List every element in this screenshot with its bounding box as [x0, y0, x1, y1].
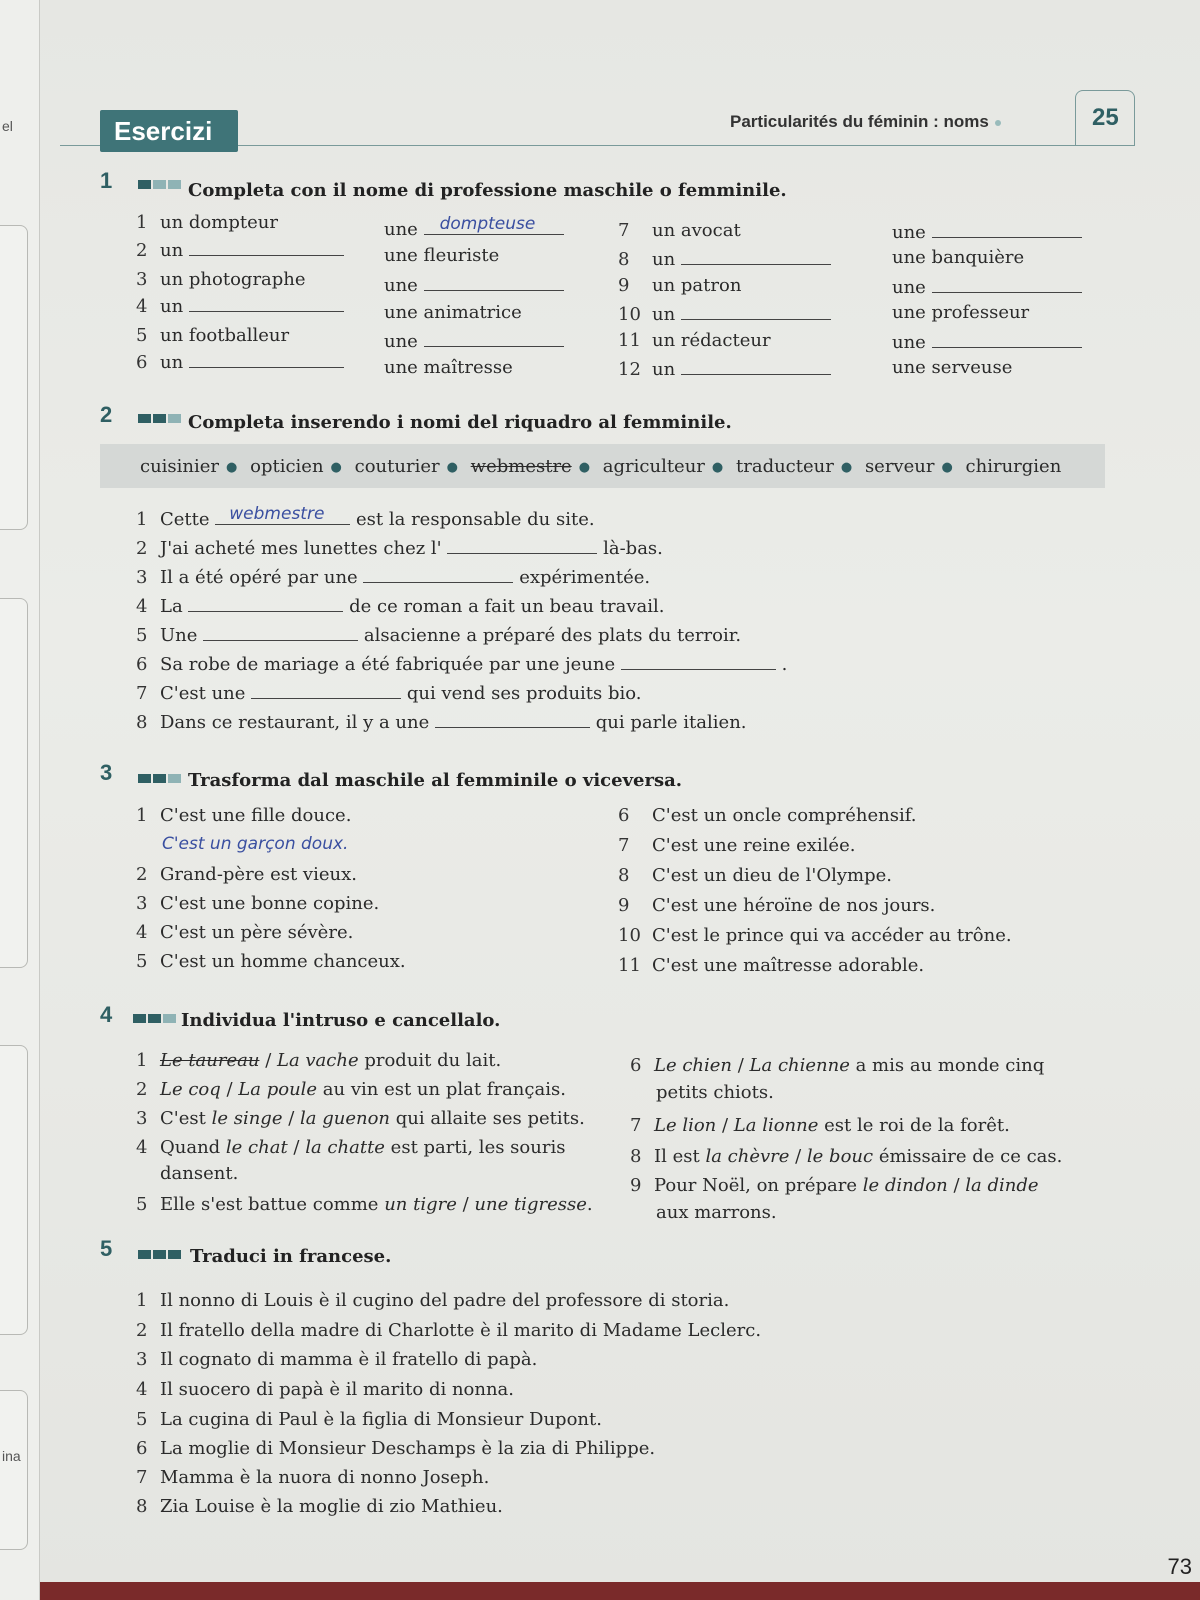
answer-blank[interactable] [215, 504, 350, 525]
handwritten-answer: dompteuse [439, 214, 536, 234]
answer-blank[interactable] [447, 536, 597, 554]
answer-blank[interactable] [424, 214, 564, 235]
ex1-item: 8 un [618, 247, 831, 270]
ex1-item: 10 un [618, 302, 831, 325]
page-bottom-edge [40, 1582, 1200, 1600]
ex1-answer: une [892, 220, 1082, 243]
word-chip: traducteur [736, 456, 834, 477]
ex3-item: 11 C'est une maîtresse adorable. [618, 955, 925, 976]
ex1-item: 3 un photographe [136, 269, 306, 290]
ex3-item: 8 C'est un dieu de l'Olympe. [618, 865, 892, 886]
ex2-item: 3 Il a été opéré par une expérimentée. [136, 567, 651, 588]
ex5-item: 4 Il suocero di papà è il marito di nonna. [136, 1379, 515, 1400]
ex4-item: 7 Le lion / La lionne est le roi de la forêt. [630, 1115, 1010, 1136]
handwritten-answer: C'est un garçon doux. [162, 834, 349, 854]
ex3-item: 4 C'est un père sévère. [136, 922, 354, 943]
exercise-number: 1 [100, 168, 113, 193]
ex4-item: 3 C'est le singe / la guenon qui allaite ses petits. [136, 1108, 585, 1129]
ex5-item: 5 La cugina di Paul è la figlia di Monsieur Dupont. [136, 1409, 602, 1430]
ex1-item: 6 un [136, 350, 344, 373]
margin-tab [0, 1045, 28, 1335]
ex3-item: 7 C'est une reine exilée. [618, 835, 856, 856]
word-chip: agriculteur [602, 456, 705, 477]
ex2-item: 7 C'est une qui vend ses produits bio. [136, 683, 642, 704]
ex4-item: 2 Le coq / La poule au vin est un plat français. [136, 1079, 566, 1100]
word-box: cuisinier ● opticien ● couturier ● webmestre ● agriculteur ● traducteur ● serveur ● chirurgien [100, 444, 1105, 488]
ex5-item: 3 Il cognato di mamma è il fratello di papà. [136, 1349, 538, 1370]
crossed-intruder: Le taureau [160, 1050, 260, 1071]
ex1-item: 2 un [136, 238, 344, 261]
margin-text-fragment: el [2, 118, 13, 134]
answer-blank[interactable] [424, 329, 564, 347]
ex1-item: 4 un [136, 294, 344, 317]
ex4-item: 4 Quand le chat / la chatte est parti, les souris [136, 1137, 566, 1158]
ex4-item: 9 Pour Noël, on prépare le dindon / la dinde [630, 1175, 1039, 1196]
answer-blank[interactable] [435, 710, 590, 728]
ex1-answer: une [892, 330, 1082, 353]
ex4-item-continuation: aux marrons. [656, 1202, 777, 1223]
margin-tab [0, 1390, 28, 1550]
ex5-item: 7 Mamma è la nuora di nonno Joseph. [136, 1467, 490, 1488]
ex1-answer: une animatrice [384, 302, 522, 323]
word-chip: serveur [864, 456, 935, 477]
running-title [730, 112, 1001, 132]
ex1-item: 11 un rédacteur [618, 330, 771, 351]
ex4-item-continuation: dansent. [160, 1163, 239, 1184]
answer-blank[interactable] [189, 238, 344, 256]
ex2-item: 1 Cette webmestre est la responsable du site. [136, 504, 595, 530]
ex1-answer: une maîtresse [384, 357, 513, 378]
ex4-item: 1 Le taureau / La vache produit du lait. [136, 1050, 502, 1071]
ex1-answer: une serveuse [892, 357, 1013, 378]
ex3-item: 10 C'est le prince qui va accéder au trône. [618, 925, 1012, 946]
word-chip: chirurgien [965, 456, 1062, 477]
exercise-title: Traduci in francese. [190, 1246, 392, 1267]
ex1-answer: une fleuriste [384, 245, 500, 266]
difficulty-indicator [138, 1250, 181, 1259]
exercise-number: 2 [100, 402, 113, 427]
difficulty-indicator [133, 1014, 176, 1023]
ex4-item-continuation: petits chiots. [656, 1082, 774, 1103]
difficulty-indicator [138, 180, 181, 189]
answer-blank[interactable] [189, 350, 344, 368]
ex1-item: 1 un dompteur [136, 212, 278, 233]
ex3-item: 9 C'est une héroïne de nos jours. [618, 895, 936, 916]
ex1-answer: une [892, 275, 1082, 298]
running-title-text: Particularités du féminin : noms [730, 112, 989, 131]
exercise-number: 4 [100, 1002, 113, 1027]
answer-blank[interactable] [188, 594, 343, 612]
answer-blank[interactable] [203, 623, 358, 641]
ex1-answer: une professeur [892, 302, 1030, 323]
word-chip: couturier [354, 456, 440, 477]
page-number: 73 [1167, 1554, 1192, 1579]
ex1-item: 9 un patron [618, 275, 742, 296]
answer-blank[interactable] [681, 247, 831, 265]
ex4-item: 5 Elle s'est battue comme un tigre / une tigresse. [136, 1194, 593, 1215]
ex1-answer: une banquière [892, 247, 1025, 268]
exercise-number: 3 [100, 760, 113, 785]
adjacent-page-margin [0, 0, 40, 1600]
exercise-title: Trasforma dal maschile al femminile o viceversa. [188, 770, 683, 791]
ex4-item: 6 Le chien / La chienne a mis au monde cinq [630, 1055, 1045, 1076]
answer-blank[interactable] [251, 681, 401, 699]
answer-blank[interactable] [681, 357, 831, 375]
ex3-item: 2 Grand-père est vieux. [136, 864, 357, 885]
margin-tab [0, 598, 28, 968]
ex1-item: 5 un footballeur [136, 325, 290, 346]
answer-blank[interactable] [621, 652, 776, 670]
margin-tab [0, 225, 28, 530]
word-chip: opticien [250, 456, 324, 477]
answer-blank[interactable] [189, 294, 344, 312]
answer-blank[interactable] [681, 302, 831, 320]
ex2-item: 4 La de ce roman a fait un beau travail. [136, 596, 665, 617]
ex4-item: 8 Il est la chèvre / le bouc émissaire de ce cas. [630, 1146, 1063, 1167]
ex5-item: 1 Il nonno di Louis è il cugino del padre del professore di storia. [136, 1290, 730, 1311]
ex1-item: 12 un [618, 357, 831, 380]
bullet-dot [995, 120, 1001, 126]
word-chip: cuisinier [140, 456, 220, 477]
ex1-answer: une [384, 329, 564, 352]
ex3-item: 5 C'est un homme chanceux. [136, 951, 406, 972]
ex3-item: 1 C'est une fille douce. [136, 805, 352, 826]
answer-blank[interactable] [424, 273, 564, 291]
answer-blank[interactable] [932, 275, 1082, 293]
ex2-item: 5 Une alsacienne a préparé des plats du terroir. [136, 625, 742, 646]
difficulty-indicator [138, 774, 181, 783]
difficulty-indicator [138, 414, 181, 423]
handwritten-answer: webmestre [229, 504, 325, 524]
ex1-answer: une [384, 273, 564, 296]
ex2-item: 2 J'ai acheté mes lunettes chez l' là-bas. [136, 538, 663, 559]
ex2-item: 8 Dans ce restaurant, il y a une qui parle italien. [136, 712, 747, 733]
exercise-title: Completa con il nome di professione maschile o femminile. [188, 180, 787, 201]
section-label: Esercizi [100, 110, 238, 152]
answer-blank[interactable] [932, 330, 1082, 348]
word-chip-crossed: webmestre [470, 456, 572, 477]
ex5-item: 6 La moglie di Monsieur Deschamps è la zia di Philippe. [136, 1438, 656, 1459]
exercise-title: Individua l'intruso e cancellalo. [181, 1010, 501, 1031]
answer-blank[interactable] [932, 220, 1082, 238]
ex5-item: 8 Zia Louise è la moglie di zio Mathieu. [136, 1496, 503, 1517]
exercise-number: 5 [100, 1236, 113, 1261]
ex1-item: 7 un avocat [618, 220, 741, 241]
ex1-answer: une dompteuse [384, 217, 564, 240]
ex2-item: 6 Sa robe de mariage a été fabriquée par une jeune . [136, 654, 788, 675]
unit-number: 25 [1092, 104, 1119, 131]
ex3-item: 3 C'est une bonne copine. [136, 893, 380, 914]
ex3-item: 6 C'est un oncle compréhensif. [618, 805, 917, 826]
margin-text-fragment: ina [2, 1448, 21, 1464]
exercise-title: Completa inserendo i nomi del riquadro al femminile. [188, 412, 732, 433]
answer-blank[interactable] [363, 565, 513, 583]
ex5-item: 2 Il fratello della madre di Charlotte è il marito di Madame Leclerc. [136, 1320, 762, 1341]
